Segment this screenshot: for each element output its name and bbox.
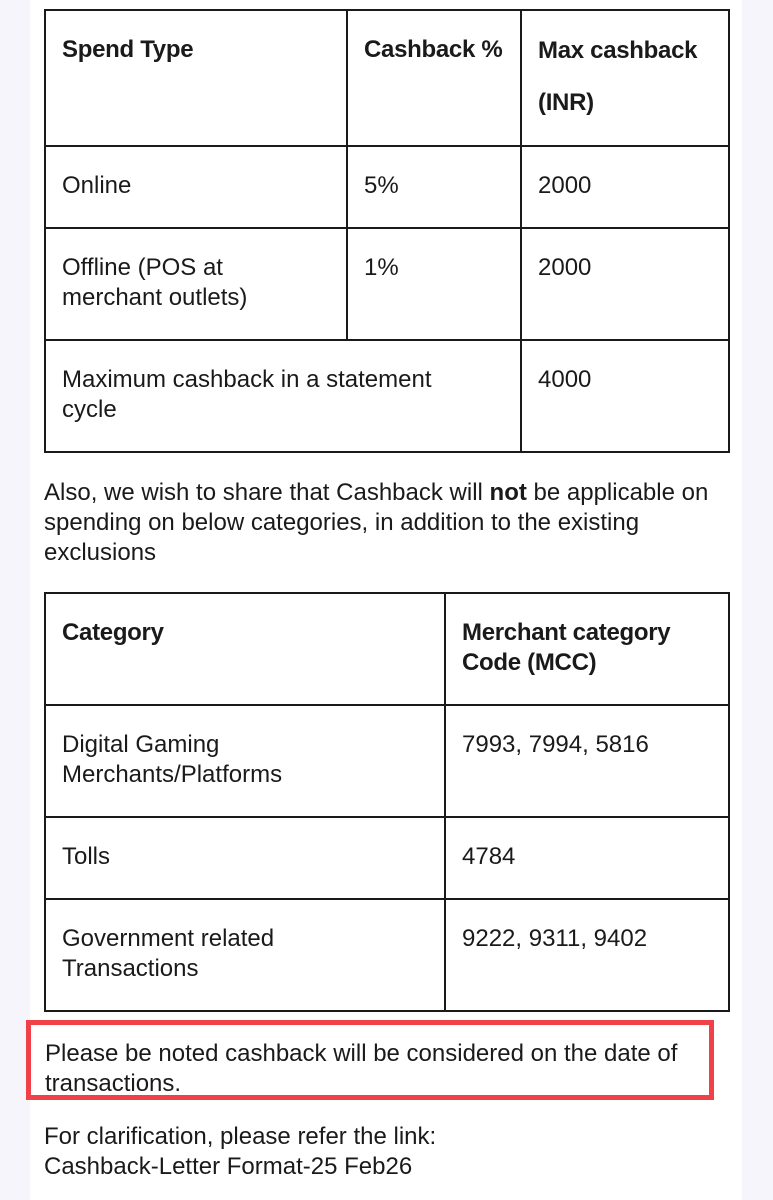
cell-category: Digital Gaming Merchants/Platforms: [45, 705, 445, 817]
exclusion-table: [44, 592, 730, 1012]
header-mcc: Merchant category Code (MCC): [445, 593, 729, 705]
table-row: [45, 899, 729, 1011]
table-header-row: [45, 10, 729, 146]
clarification-paragraph: [44, 1122, 734, 1182]
cell-max-cashback: 2000: [521, 228, 729, 340]
cell-cashback-percent: 1%: [347, 228, 521, 340]
table-row-total: [45, 340, 729, 452]
header-category: Category: [45, 593, 445, 705]
cell-spend-type: Online: [45, 146, 347, 228]
table-header-row: [45, 593, 729, 705]
cell-max-cashback: 2000: [521, 146, 729, 228]
cell-mcc: 9222, 9311, 9402: [445, 899, 729, 1011]
intro-paragraph: [44, 478, 734, 568]
cell-spend-type: Offline (POS at merchant outlets): [45, 228, 347, 340]
intro-text-after: be applicable on spending on below categories, in addition to the existing exclusions: [44, 479, 709, 566]
header-cashback-percent: Cashback %: [347, 10, 521, 146]
cell-total-value: 4000: [521, 340, 729, 452]
cell-mcc: 7993, 7994, 5816: [445, 705, 729, 817]
header-max-cashback: Max cashback (INR): [521, 10, 729, 146]
cell-cashback-percent: 5%: [347, 146, 521, 228]
table-row: [45, 146, 729, 228]
cell-total-label: Maximum cashback in a statement cycle: [45, 340, 521, 452]
cell-category: Tolls: [45, 817, 445, 899]
cashback-table: [44, 9, 730, 453]
cashback-letter-link[interactable]: Cashback-Letter Format-25 Feb26: [44, 1153, 413, 1180]
intro-text-before: Also, we wish to share that Cashback will: [44, 479, 490, 506]
cell-category: Government related Transactions: [45, 899, 445, 1011]
header-spend-type: Spend Type: [45, 10, 347, 146]
note-text: Please be noted cashback will be considered on the date of transactions.: [45, 1040, 678, 1097]
table-row: [45, 705, 729, 817]
highlighted-note-box: [26, 1020, 714, 1100]
intro-emphasis: not: [489, 479, 527, 506]
table-row: [45, 228, 729, 340]
table-row: [45, 817, 729, 899]
cell-mcc: 4784: [445, 817, 729, 899]
clarification-text: For clarification, please refer the link:: [44, 1123, 437, 1150]
